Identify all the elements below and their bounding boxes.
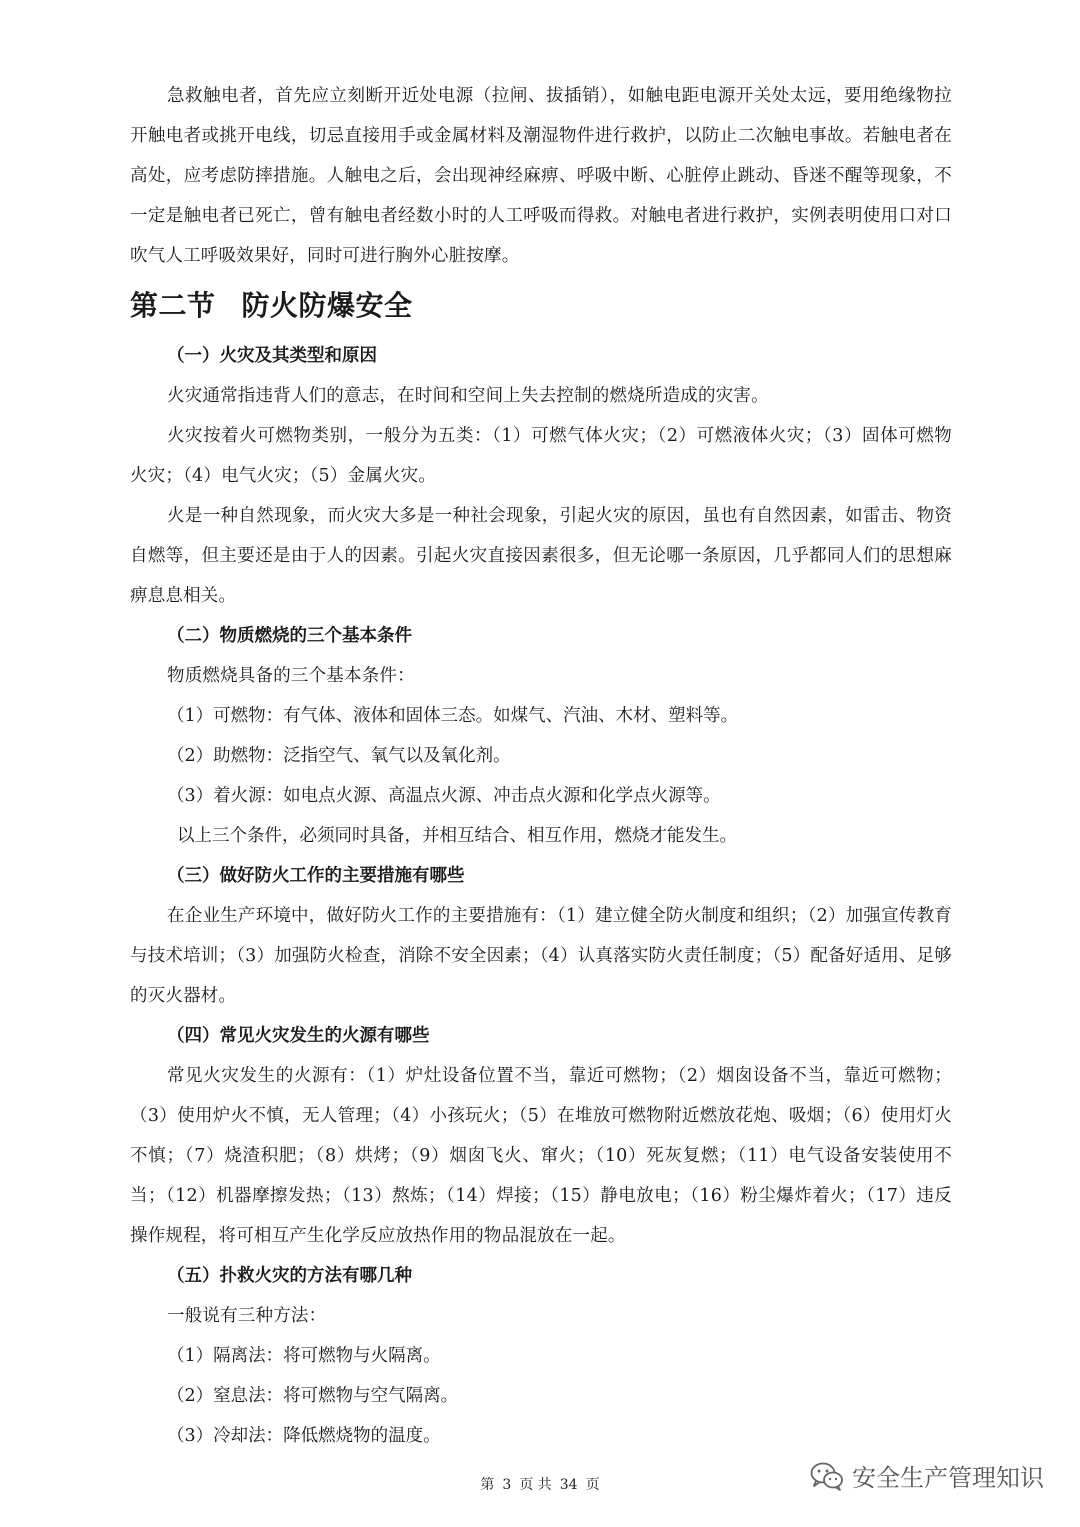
part2-item-3: （3）着火源：如电点火源、高温点火源、冲击点火源和化学点火源等。: [167, 786, 721, 806]
part4-paragraph-1: 常见火灾发生的火源有：（1）炉灶设备位置不当，靠近可燃物；（2）烟囱设备不当，靠近可燃物；（3）使用炉火不慎，无人管理；（4）小孩玩火；（5）在堆放可燃物附近燃放花炮、吸烟；（6）使用灯火不慎；（7）烧渣积肥；（8）烘烤；（9）烟囱飞火、窜火；（10）死灰复燃；（11）电气设备安装使用不当；（12）机器摩擦发热；（13）熬炼；（14）焊接；（15）静电放电；（16）粉尘爆炸着火；（17）违反操作规程，将可相互产生化学反应放热作用的物品混放在一起。: [130, 1066, 952, 1246]
document-body: [130, 76, 952, 1456]
section-name: 防火防爆安全: [241, 289, 413, 322]
section-title: [130, 276, 952, 334]
footer-suffix: 页: [585, 1477, 600, 1493]
part3-paragraph-1: 在企业生产环境中，做好防火工作的主要措施有：（1）建立健全防火制度和组织；（2）加强宣传教育与技术培训；（3）加强防火检查，消除不安全因素；（4）认真落实防火责任制度；（5）配备好适用、足够的灭火器材。: [130, 906, 952, 1006]
heading-part1: （一）火灾及其类型和原因: [167, 346, 377, 366]
part5-intro: 一般说有三种方法：: [167, 1306, 327, 1326]
part1-paragraph-2: 火灾按着火可燃物类别，一般分为五类：（1）可燃气体火灾；（2）可燃液体火灾；（3）固体可燃物火灾；（4）电气火灾；（5）金属火灾。: [130, 426, 952, 486]
heading-part2: （二）物质燃烧的三个基本条件: [167, 626, 412, 646]
wechat-icon: [810, 1461, 844, 1491]
footer-middle: 页 共: [519, 1477, 552, 1493]
part1-paragraph-3: 火是一种自然现象，而火灾大多是一种社会现象，引起火灾的原因，虽也有自然因素，如雷击、物资自燃等，但主要还是由于人的因素。引起火灾直接因素很多，但无论哪一条原因，几乎都同人们的思想麻痹息息相关。: [130, 506, 952, 606]
heading-part5: （五）扑救火灾的方法有哪几种: [167, 1266, 412, 1286]
part2-summary: 以上三个条件，必须同时具备，并相互结合、相互作用，燃烧才能发生。: [177, 826, 737, 846]
part5-item-3: （3）冷却法：降低燃烧物的温度。: [167, 1426, 441, 1446]
intro-paragraph: 急救触电者，首先应立刻断开近处电源（拉闸、拔插销），如触电距电源开关处太远，要用绝缘物拉开触电者或挑开电线，切忌直接用手或金属材料及潮湿物件进行救护，以防止二次触电事故。若触电者在高处，应考虑防摔措施。人触电之后，会出现神经麻痹、呼吸中断、心脏停止跳动、昏迷不醒等现象，不一定是触电者已死亡，曾有触电者经数小时的人工呼吸而得救。对触电者进行救护，实例表明使用口对口吹气人工呼吸效果好，同时可进行胸外心脏按摩。: [130, 86, 952, 266]
heading-part3: （三）做好防火工作的主要措施有哪些: [167, 866, 465, 886]
part2-intro: 物质燃烧具备的三个基本条件：: [167, 666, 415, 686]
heading-part4: （四）常见火灾发生的火源有哪些: [167, 1026, 430, 1046]
watermark-text: 安全生产管理知识: [852, 1464, 1044, 1492]
part2-item-1: （1）可燃物：有气体、液体和固体三态。如煤气、汽油、木材、塑料等。: [167, 706, 739, 726]
section-number: 第二节: [130, 289, 216, 322]
footer-total-pages: 34: [559, 1477, 578, 1493]
part5-item-2: （2）窒息法：将可燃物与空气隔离。: [167, 1386, 459, 1406]
footer-page-number: 3: [502, 1477, 512, 1493]
part1-paragraph-1: 火灾通常指违背人们的意志，在时间和空间上失去控制的燃烧所造成的灾害。: [167, 386, 769, 406]
part2-item-2: （2）助燃物：泛指空气、氧气以及氧化剂。: [167, 746, 511, 766]
part5-item-1: （1）隔离法：将可燃物与火隔离。: [167, 1346, 441, 1366]
watermark: [810, 1458, 1044, 1493]
footer-prefix: 第: [480, 1477, 495, 1493]
